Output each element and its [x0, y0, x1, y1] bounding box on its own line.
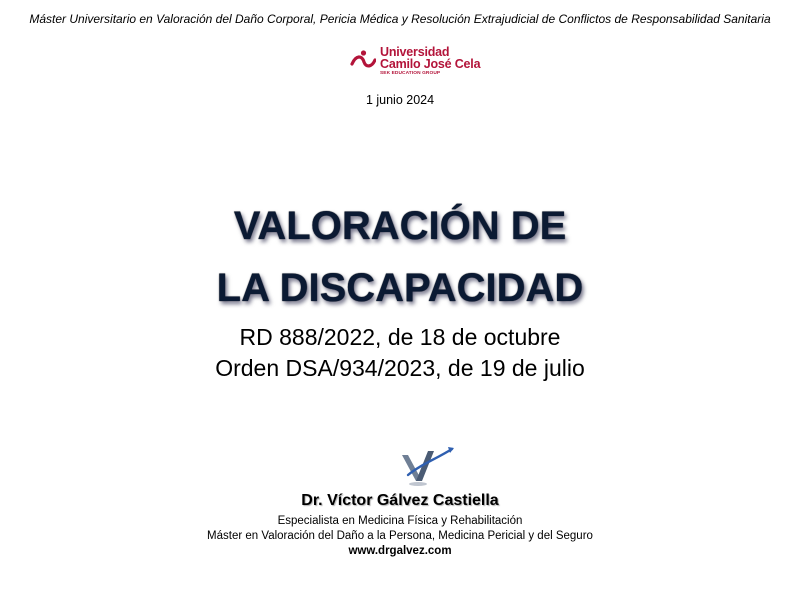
subtitle-line-1: RD 888/2022, de 18 de octubre — [239, 324, 561, 350]
title-line-2: LA DISCAPACIDAD — [216, 266, 584, 310]
dr-galvez-logo-icon — [398, 445, 456, 487]
author-specialty: Especialista en Medicina Física y Rehabilitación — [277, 515, 523, 527]
ucjc-logo-icon — [350, 49, 376, 73]
author-master: Máster en Valoración del Daño a la Persona, Medicina Pericial y del Seguro — [207, 530, 593, 542]
logo-line-1: Universidad — [380, 44, 450, 59]
subtitle-line-2: Orden DSA/934/2023, de 19 de julio — [215, 355, 585, 381]
title-line-1: VALORACIÓN DE — [233, 204, 567, 248]
author-name: Dr. Víctor Gálvez Castiella — [301, 492, 499, 509]
date: 1 junio 2024 — [365, 93, 435, 107]
main-title — [0, 195, 800, 319]
program-title: Máster Universitario en Valoración del Daño Corporal, Pericia Médica y Resolución Extrajudicial de Conflictos de Responsabilidad Sanitaria — [29, 12, 771, 26]
logo-line-2: Camilo José Cela — [380, 57, 481, 72]
university-logo — [350, 45, 480, 77]
author-website: www.drgalvez.com — [348, 545, 452, 557]
logo-line-3: SEK EDUCATION GROUP — [380, 70, 441, 76]
subtitle — [0, 322, 800, 384]
